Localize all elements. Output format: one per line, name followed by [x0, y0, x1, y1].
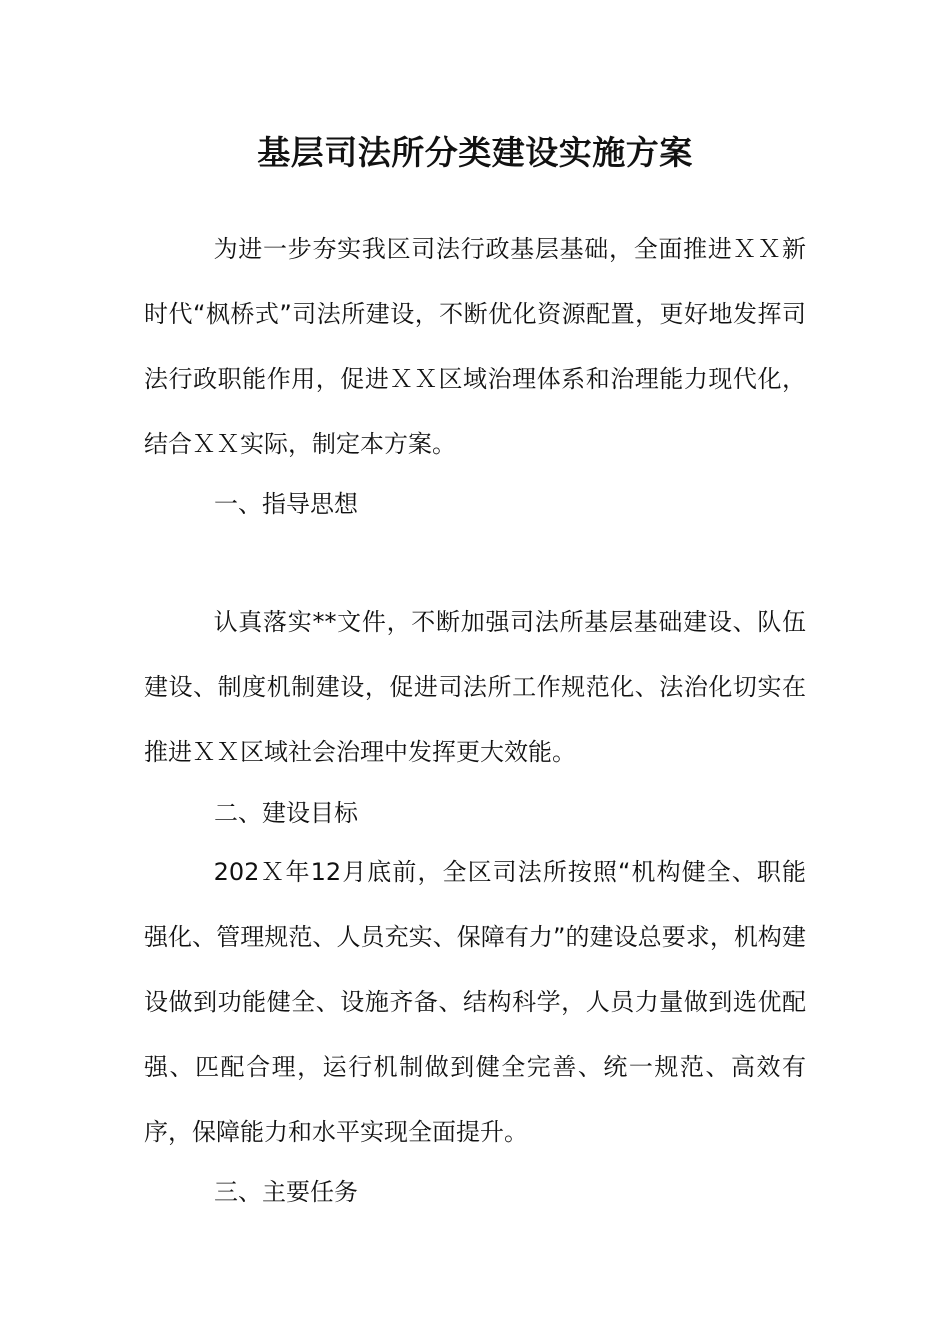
guiding-ideology-paragraph: 认真落实**文件，不断加强司法所基层基础建设、队伍建设、制度机制建设，促进司法所工作规范化、法治化切实在推进ＸＸ区域社会治理中发挥更大效能。: [144, 608, 806, 766]
section-heading-main-tasks: 三、主要任务: [214, 1178, 358, 1206]
document-title: 基层司法所分类建设实施方案: [257, 133, 693, 172]
construction-goals-paragraph: 202Ｘ年12月底前，全区司法所按照“机构健全、职能强化、管理规范、人员充实、保障有力”的建设总要求，机构建设做到功能健全、设施齐备、结构科学，人员力量做到选优配强、匹配合理，运行机制做到健全完善、统一规范、高效有序，保障能力和水平实现全面提升。: [144, 858, 806, 1146]
intro-paragraph: 为进一步夯实我区司法行政基层基础，全面推进ＸＸ新时代“枫桥式”司法所建设，不断优化资源配置，更好地发挥司法行政职能作用，促进ＸＸ区域治理体系和治理能力现代化，结合ＸＸ实际，制定本方案。: [144, 235, 806, 458]
section-heading-construction-goals: 二、建设目标: [214, 799, 358, 827]
section-heading-guiding-ideology: 一、指导思想: [214, 490, 358, 518]
